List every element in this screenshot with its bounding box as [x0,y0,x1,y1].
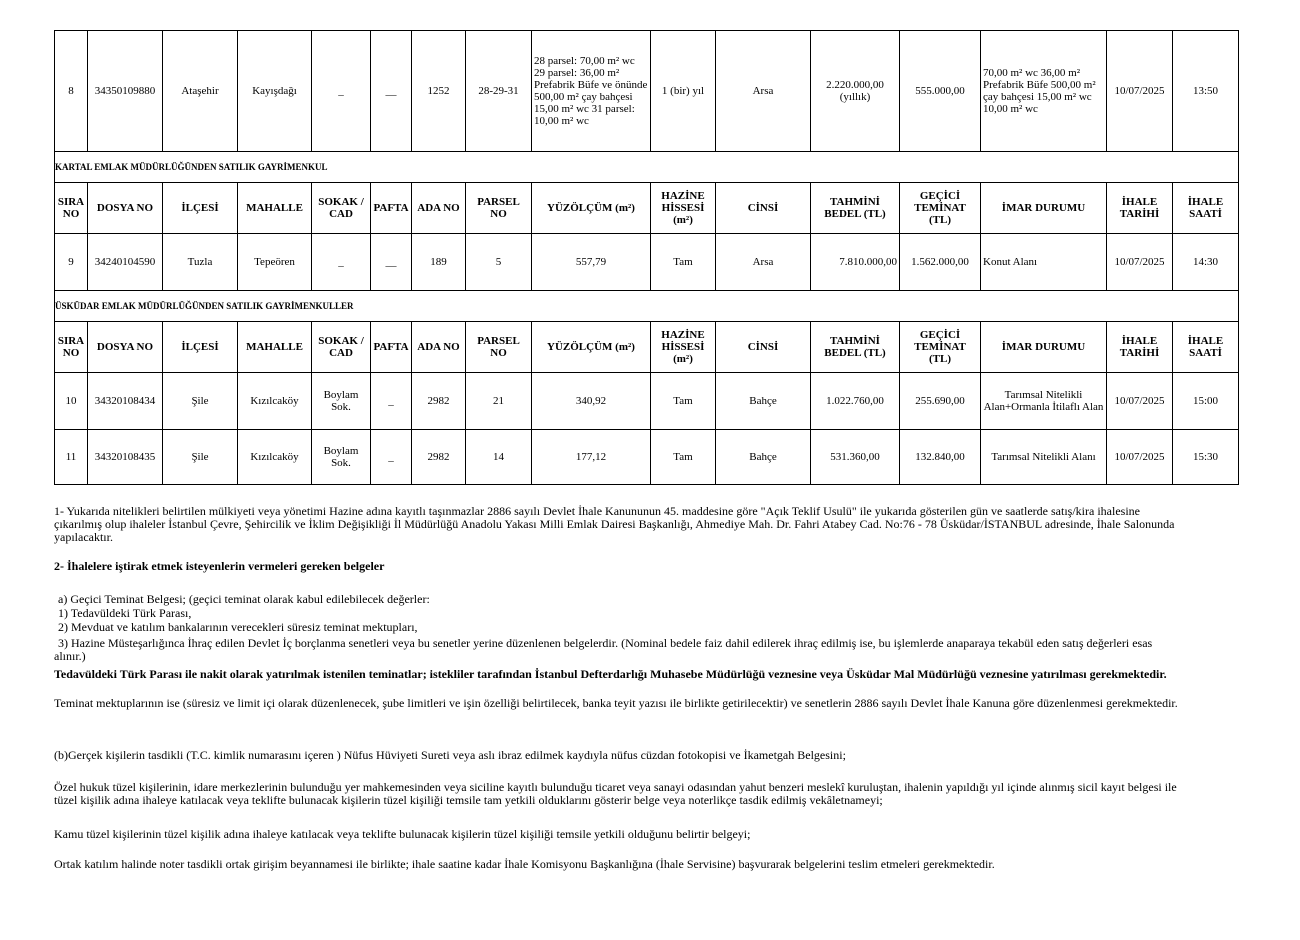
header-saat: İHALE SAATİ [1173,322,1239,373]
table-row [55,373,1239,430]
header-row [55,322,1239,373]
header-parsel: PARSEL NO [466,322,532,373]
header-tarih: İHALE TARİHİ [1107,183,1173,234]
section-row [55,152,1239,183]
header-bedel: TAHMİNİ BEDEL (TL) [811,183,900,234]
table-row [55,430,1239,485]
cell-yuzolcum: 557,79 [532,234,651,291]
cell-ada: 189 [412,234,466,291]
cell-yuzolcum: 28 parsel: 70,00 m² wc 29 parsel: 36,00 m² Prefabrik Büfe ve önünde 500,00 m² çay bahçesi 15,00 m² wc 31 parsel: 10,00 m² wc [532,31,651,152]
header-yuzolcum: YÜZÖLÇÜM (m²) [532,183,651,234]
cell-bedel: 1.022.760,00 [811,373,900,430]
paragraph-2-title: 2- İhalelere iştirak etmek isteyenlerin vermeleri gereken belgeler [54,559,385,573]
teminat-paragraph: Teminat mektuplarının ise (süresiz ve limit içi olarak düzenlenecek, şube limitleri ve işin özelliği belirtilecek, banka teyit yazısı ile birlikte getirilecektir) ve senetlerin 2886 sayılı Devlet İhale Kanuna göre düzenlenmesi gerekmektedir. [54,696,1178,710]
cell-teminat: 555.000,00 [900,31,981,152]
section-title-uskudar: ÜSKÜDAR EMLAK MÜDÜRLÜĞÜNDEN SATILIK GAYRİMENKULLER [55,291,1239,322]
header-row [55,183,1239,234]
cell-sira: 11 [55,430,88,485]
header-cinsi: CİNSİ [716,322,811,373]
cell-hazine: Tam [651,234,716,291]
cell-ada: 2982 [412,430,466,485]
cell-sira: 8 [55,31,88,152]
header-teminat: GEÇİCİ TEMİNAT (TL) [900,322,981,373]
cell-imar: Konut Alanı [981,234,1107,291]
cell-mahalle: Kayışdağı [238,31,312,152]
header-imar: İMAR DURUMU [981,183,1107,234]
cell-sokak: Boylam Sok. [312,430,371,485]
section-title-kartal: KARTAL EMLAK MÜDÜRLÜĞÜNDEN SATILIK GAYRİMENKUL [55,152,1239,183]
cell-ilce: Ataşehir [163,31,238,152]
cell-bedel: 7.810.000,00 [811,234,900,291]
cell-cinsi: Bahçe [716,373,811,430]
cell-sira: 10 [55,373,88,430]
table-row [55,234,1239,291]
cell-hazine: Tam [651,430,716,485]
cell-hazine: Tam [651,373,716,430]
section-row [55,291,1239,322]
cell-ilce: Şile [163,373,238,430]
cell-yuzolcum: 340,92 [532,373,651,430]
kamu-paragraph: Kamu tüzel kişilerinin tüzel kişilik adına ihaleye katılacak veya teklifte bulunacak kişilerin tüzel kişiliği temsile yetkili olduğunu belirtir belgeyi; [54,827,751,841]
table-row [55,31,1239,152]
cell-cinsi: Arsa [716,234,811,291]
cell-dosya: 34350109880 [88,31,163,152]
cell-cinsi: Arsa [716,31,811,152]
header-ada: ADA NO [412,183,466,234]
cell-dosya: 34320108434 [88,373,163,430]
cell-ilce: Şile [163,430,238,485]
cell-pafta: _ [371,430,412,485]
cell-tarih: 10/07/2025 [1107,373,1173,430]
header-teminat: GEÇİCİ TEMİNAT (TL) [900,183,981,234]
item-a1: 1) Tedavüldeki Türk Parası, [58,606,192,620]
cell-saat: 15:30 [1173,430,1239,485]
cell-ada: 2982 [412,373,466,430]
cell-dosya: 34320108435 [88,430,163,485]
header-sokak: SOKAK / CAD [312,183,371,234]
cell-cinsi: Bahçe [716,430,811,485]
cell-ilce: Tuzla [163,234,238,291]
cell-parsel: 5 [466,234,532,291]
header-sira: SIRA NO [55,183,88,234]
cell-dosya: 34240104590 [88,234,163,291]
cell-mahalle: Kızılcaköy [238,430,312,485]
header-dosya: DOSYA NO [88,322,163,373]
cell-teminat: 1.562.000,00 [900,234,981,291]
bold-notice: Tedavüldeki Türk Parası ile nakit olarak yatırılmak istenilen teminatlar; istekliler tarafından İstanbul Defterdarlığı Muhasebe Müdürlüğü veznesine veya Üsküdar Mal Müdürlüğü veznesine yatırılması gerekmektedir. [54,667,1167,681]
header-pafta: PAFTA [371,183,412,234]
item-a3: 3) Hazine Müsteşarlığınca İhraç edilen Devlet İç borçlanma senetleri veya bu senetler yerine düzenlenen belgelerdir. (Nominal bedele faiz dahil edilerek ihraç edilmiş ise, bu işlemlerde anaparaya tekabül eden satış değerleri esas alınır.) [54,636,1153,663]
header-imar: İMAR DURUMU [981,322,1107,373]
cell-ada: 1252 [412,31,466,152]
header-hazine: HAZİNE HİSSESİ (m²) [651,183,716,234]
header-ada: ADA NO [412,322,466,373]
paragraph-1: 1- Yukarıda nitelikleri belirtilen mülkiyeti veya yönetimi Hazine adına kayıtlı taşınmazlar 2886 sayılı Devlet İhale Kanununun 45. maddesine göre "Açık Teklif Usulü" ile yukarıda gösterilen gün ve saatlerde satış/kira ihalesine çıkarılmış olup ihaleler İstanbul Çevre, Şehircilik ve İklim Değişikliği İl Müdürlüğü Anadolu Yakası Milli Emlak Dairesi Başkanlığı, Ahmediye Mah. Dr. Fahri Atabey Cad. No:76 - 78 Üsküdar/İSTANBUL adresinde, İhale Salonunda yapılacaktır. [54,504,1175,544]
item-b: (b)Gerçek kişilerin tasdikli (T.C. kimlik numarasını içeren ) Nüfus Hüviyeti Sureti veya aslı ibraz edilmek kaydıyla nüfus cüzdan fotokopisi ve İkametgah Belgesini; [54,748,846,762]
cell-hazine: 1 (bir) yıl [651,31,716,152]
cell-mahalle: Tepeören [238,234,312,291]
header-cinsi: CİNSİ [716,183,811,234]
header-sokak: SOKAK / CAD [312,322,371,373]
cell-tarih: 10/07/2025 [1107,234,1173,291]
item-a2: 2) Mevduat ve katılım bankalarının verecekleri süresiz teminat mektupları, [58,620,418,634]
cell-imar: 70,00 m² wc 36,00 m² Prefabrik Büfe 500,00 m² çay bahçesi 15,00 m² wc 10,00 m² wc [981,31,1107,152]
cell-sira: 9 [55,234,88,291]
cell-yuzolcum: 177,12 [532,430,651,485]
header-ilce: İLÇESİ [163,183,238,234]
cell-saat: 14:30 [1173,234,1239,291]
cell-parsel: 21 [466,373,532,430]
ortak-paragraph: Ortak katılım halinde noter tasdikli ortak girişim beyannamesi ile birlikte; ihale saatine kadar İhale Komisyonu Başkanlığına (İhale Servisine) başvurarak belgelerini teslim etmeleri gerekmektedir. [54,857,995,871]
item-a-title: a) Geçici Teminat Belgesi; (geçici teminat olarak kabul edilebilecek değerler: [58,592,430,606]
cell-parsel: 14 [466,430,532,485]
cell-bedel: 531.360,00 [811,430,900,485]
cell-pafta: _ [371,373,412,430]
cell-parsel: 28-29-31 [466,31,532,152]
cell-imar: Tarımsal Nitelikli Alanı [981,430,1107,485]
header-sira: SIRA NO [55,322,88,373]
cell-sokak: _ [312,31,371,152]
cell-mahalle: Kızılcaköy [238,373,312,430]
ozel-hukuk-paragraph: Özel hukuk tüzel kişilerinin, idare merkezlerinin bulunduğu yer mahkemesinden veya siciline kayıtlı bulunduğu ticaret veya sanayi odasından yahut benzeri meslekî kuruluştan, ihalenin yapıldığı yıl içinde alınmış sicil kayıt belgesi ile tüzel kişilik adına ihaleye katılacak veya teklifte bulunacak kişilerin tüzel kişiliği temsile tam yetkili olduklarını gösterir belge veya noterlikçe tasdik edilmiş vekâletnameyi; [54,780,1177,807]
cell-saat: 15:00 [1173,373,1239,430]
cell-tarih: 10/07/2025 [1107,31,1173,152]
cell-teminat: 255.690,00 [900,373,981,430]
cell-sokak: Boylam Sok. [312,373,371,430]
cell-sokak: _ [312,234,371,291]
cell-pafta: __ [371,234,412,291]
cell-bedel: 2.220.000,00 (yıllık) [811,31,900,152]
header-mahalle: MAHALLE [238,322,312,373]
header-saat: İHALE SAATİ [1173,183,1239,234]
header-mahalle: MAHALLE [238,183,312,234]
header-parsel: PARSEL NO [466,183,532,234]
header-pafta: PAFTA [371,322,412,373]
header-yuzolcum: YÜZÖLÇÜM (m²) [532,322,651,373]
cell-teminat: 132.840,00 [900,430,981,485]
header-bedel: TAHMİNİ BEDEL (TL) [811,322,900,373]
cell-imar: Tarımsal Nitelikli Alan+Ormanla İtilaflı Alan [981,373,1107,430]
cell-tarih: 10/07/2025 [1107,430,1173,485]
header-hazine: HAZİNE HİSSESİ (m²) [651,322,716,373]
header-ilce: İLÇESİ [163,322,238,373]
header-tarih: İHALE TARİHİ [1107,322,1173,373]
auction-table [54,30,1239,485]
header-dosya: DOSYA NO [88,183,163,234]
cell-saat: 13:50 [1173,31,1239,152]
cell-pafta: __ [371,31,412,152]
